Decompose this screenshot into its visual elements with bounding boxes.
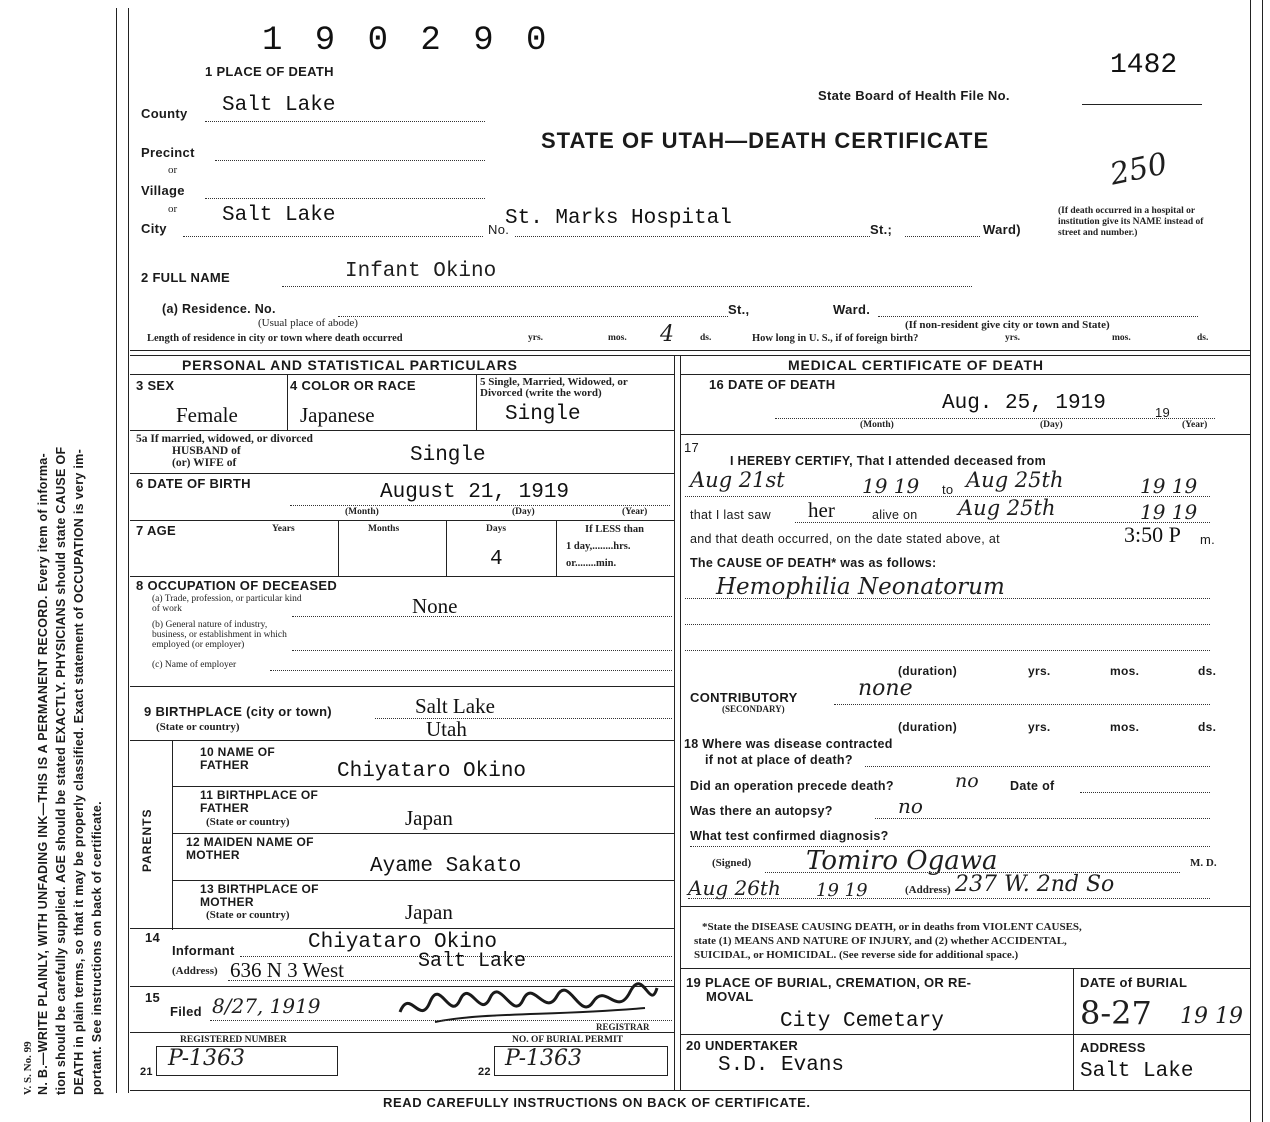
signature-date-year: 19 19 bbox=[816, 880, 868, 901]
dob-month-label: (Month) bbox=[345, 507, 379, 517]
contributory-value: none bbox=[858, 676, 913, 701]
mother-birthplace-state-label: (State or country) bbox=[206, 909, 290, 921]
dob-year-label: (Year) bbox=[622, 507, 648, 517]
cause-rule-1 bbox=[685, 598, 1210, 599]
birthplace-state-label: (State or country) bbox=[156, 721, 240, 733]
usual-abode-label: (Usual place of abode) bbox=[258, 317, 358, 329]
county-rule bbox=[205, 121, 485, 122]
mother-name-label: 12 MAIDEN NAME OF MOTHER bbox=[186, 835, 314, 862]
color-value: Japanese bbox=[300, 403, 375, 427]
or-label-2: or bbox=[168, 203, 178, 215]
footnote-line-1: *State the DISEASE CAUSING DEATH, or in deaths from VIOLENT CAUSES, bbox=[702, 921, 1082, 933]
cause-of-death-label: The CAUSE OF DEATH* was as follows: bbox=[690, 556, 937, 570]
rule-after-spouse bbox=[130, 473, 674, 474]
last-saw-pronoun: her bbox=[808, 498, 835, 522]
rule-after-filed bbox=[130, 1032, 674, 1033]
filed-number: 15 bbox=[145, 990, 161, 1005]
precinct-label: Precinct bbox=[141, 145, 195, 160]
full-name-rule bbox=[282, 286, 972, 287]
mother-name-value: Ayame Sakato bbox=[370, 855, 522, 878]
death-occurred-label: and that death occurred, on the date stated above, at bbox=[690, 532, 1000, 546]
county-value: Salt Lake bbox=[222, 94, 336, 117]
where-contracted-label: 18 Where was disease contracted bbox=[684, 737, 893, 751]
registered-number-prefix: 21 bbox=[140, 1066, 153, 1078]
age-days-value: 4 bbox=[490, 548, 503, 571]
md-label: M. D. bbox=[1190, 857, 1217, 869]
residence-mos: mos. bbox=[608, 333, 627, 343]
bottom-instruction: READ CAREFULLY INSTRUCTIONS ON BACK OF CERTIFICATE. bbox=[383, 1095, 811, 1110]
burial-address-label: ADDRESS bbox=[1080, 1040, 1146, 1055]
age-months-label: Months bbox=[368, 524, 400, 534]
full-name-value: Infant Okino bbox=[345, 260, 497, 283]
us-yrs: yrs. bbox=[1005, 333, 1021, 343]
marital-value: Single bbox=[505, 403, 581, 426]
footnote-line-3: SUICIDAL, or HOMICIDAL. (See reverse side for additional space.) bbox=[694, 949, 1019, 961]
precinct-rule bbox=[215, 160, 485, 161]
registered-number-label: REGISTERED NUMBER bbox=[180, 1035, 287, 1045]
divider-age-3 bbox=[556, 520, 557, 576]
frame-left-line bbox=[116, 8, 117, 1093]
residence-ward-rule bbox=[878, 316, 1198, 317]
filed-label: Filed bbox=[170, 1004, 202, 1019]
occupation-b-rule bbox=[292, 650, 672, 651]
burial-permit-value: P-1363 bbox=[505, 1046, 583, 1071]
village-rule bbox=[205, 198, 485, 199]
hospital-instruction: (If death occurred in a hospital or institution give its NAME instead of street and number.) bbox=[1058, 206, 1204, 238]
certificate-number: 1 9 0 2 9 0 bbox=[262, 22, 553, 60]
rule-medical-header bbox=[680, 374, 1250, 375]
grid-bottom-line bbox=[130, 1090, 1250, 1091]
death-day-label: (Day) bbox=[1040, 420, 1063, 430]
operation-value: no bbox=[955, 770, 979, 792]
birthplace-label: 9 BIRTHPLACE (city or town) bbox=[144, 704, 332, 719]
death-year-label: (Year) bbox=[1182, 420, 1208, 430]
duration-ds-2: ds. bbox=[1198, 720, 1217, 734]
personal-header: PERSONAL AND STATISTICAL PARTICULARS bbox=[182, 357, 518, 373]
attended-from-value: Aug 21st bbox=[690, 468, 785, 492]
age-years-label: Years bbox=[272, 524, 295, 534]
certify-number: 17 bbox=[684, 440, 700, 455]
attended-rule bbox=[685, 496, 1210, 497]
dob-value: August 21, 1919 bbox=[380, 481, 570, 504]
operation-label: Did an operation precede death? bbox=[690, 779, 894, 793]
informant-address-value: 636 N 3 West bbox=[230, 958, 345, 982]
attended-to-label: to bbox=[942, 482, 954, 497]
rule-after-mother-birthplace bbox=[130, 928, 674, 929]
grid-top-line-2 bbox=[130, 355, 1250, 356]
parents-divider bbox=[172, 740, 173, 930]
physician-address-rule bbox=[688, 898, 1210, 899]
divider-sex bbox=[287, 374, 288, 430]
time-of-death-value: 3:50 P bbox=[1124, 522, 1181, 547]
duration-label-2: (duration) bbox=[898, 720, 957, 734]
residence-label: (a) Residence. No. bbox=[162, 302, 276, 316]
rule-after-sex bbox=[130, 430, 674, 431]
age-less-3: or........min. bbox=[566, 558, 617, 569]
signed-label: (Signed) bbox=[712, 857, 752, 869]
burial-place-label: 19 PLACE OF BURIAL, CREMATION, OR RE- bbox=[686, 975, 972, 990]
burial-address-value: Salt Lake bbox=[1080, 1060, 1194, 1083]
last-saw-label: that I last saw bbox=[690, 508, 771, 522]
occupation-c-rule bbox=[270, 670, 672, 671]
age-days-label: Days bbox=[486, 524, 507, 534]
burial-date-label: DATE of BURIAL bbox=[1080, 975, 1188, 990]
ward-label: Ward) bbox=[983, 222, 1021, 237]
county-label: County bbox=[141, 106, 188, 121]
birthplace-city-value: Salt Lake bbox=[415, 694, 495, 718]
residence-yrs: yrs. bbox=[528, 333, 544, 343]
father-birthplace-value: Japan bbox=[405, 806, 453, 830]
how-long-label: How long in U. S., if of foreign birth? bbox=[752, 333, 919, 344]
informant-label: Informant bbox=[172, 943, 235, 958]
rule-before-burial bbox=[680, 968, 1250, 969]
date-of-death-label: 16 DATE OF DEATH bbox=[709, 377, 836, 392]
file-number-rule bbox=[1082, 104, 1202, 105]
father-name-value: Chiyataro Okino bbox=[337, 760, 527, 783]
burial-place-label-2: MOVAL bbox=[706, 989, 754, 1004]
parents-label: PARENTS bbox=[140, 808, 154, 872]
test-confirmed-label: What test confirmed diagnosis? bbox=[690, 829, 889, 843]
or-label-1: or bbox=[168, 164, 178, 176]
physician-address-value: 237 W. 2nd So bbox=[955, 872, 1115, 897]
burial-permit-label: NO. OF BURIAL PERMIT bbox=[512, 1035, 624, 1045]
occupation-label: 8 OCCUPATION OF DECEASED bbox=[136, 578, 338, 593]
attended-to-value: Aug 25th bbox=[966, 468, 1064, 492]
frame-right-line bbox=[1250, 0, 1251, 1122]
rule-after-birthplace bbox=[130, 740, 674, 741]
duration-mos-2: mos. bbox=[1110, 720, 1140, 734]
form-number: V. S. No. 99 bbox=[22, 1041, 34, 1095]
contributory-rule bbox=[834, 704, 1210, 705]
residence-days-value: 4 bbox=[660, 322, 674, 347]
margin-instruction-line-1: N. B.—WRITE PLAINLY, WITH UNFADING INK—THIS IS A PERMANENT RECORD. Every item of informa- bbox=[36, 452, 50, 1095]
signature-date-value: Aug 26th bbox=[688, 876, 781, 900]
physician-address-label: (Address) bbox=[905, 884, 951, 896]
birthplace-rule bbox=[375, 718, 672, 719]
operation-date-label: Date of bbox=[1010, 779, 1055, 793]
spouse-value: Single bbox=[410, 444, 486, 467]
autopsy-label: Was there an autopsy? bbox=[690, 804, 833, 818]
alive-on-year: 19 19 bbox=[1140, 500, 1198, 524]
burial-permit-prefix: 22 bbox=[478, 1066, 491, 1078]
village-label: Village bbox=[141, 183, 185, 198]
residence-rule bbox=[338, 316, 728, 317]
medical-header: MEDICAL CERTIFICATE OF DEATH bbox=[788, 357, 1044, 373]
frame-right-line-2 bbox=[1262, 0, 1263, 1122]
duration-yrs-2: yrs. bbox=[1028, 720, 1051, 734]
duration-yrs: yrs. bbox=[1028, 664, 1051, 678]
city-rule bbox=[183, 236, 483, 237]
us-ds: ds. bbox=[1197, 333, 1209, 343]
where-contracted-rule bbox=[865, 766, 1210, 767]
age-less-2: 1 day,........hrs. bbox=[566, 541, 631, 552]
hospital-rule bbox=[515, 236, 870, 237]
divider-burial bbox=[1073, 968, 1074, 1090]
registered-number-value: P-1363 bbox=[168, 1046, 246, 1071]
alive-on-value: Aug 25th bbox=[958, 496, 1056, 520]
cause-of-death-value: Hemophilia Neonatorum bbox=[716, 574, 1005, 600]
dob-rule bbox=[290, 505, 670, 506]
burial-place-value: City Cemetary bbox=[780, 1010, 944, 1033]
rule-personal-header bbox=[130, 374, 674, 375]
burial-date-year: 19 19 bbox=[1180, 1004, 1243, 1029]
undertaker-value: S.D. Evans bbox=[718, 1054, 845, 1077]
divider-color bbox=[476, 374, 477, 430]
rule-after-burial-place bbox=[680, 1034, 1250, 1035]
spouse-label-2: HUSBAND of bbox=[172, 445, 241, 457]
rule-after-death-date bbox=[680, 434, 1250, 435]
rule-after-mother-name bbox=[172, 880, 674, 881]
occupation-a-label: (a) Trade, profession, or particular kind of work bbox=[152, 594, 302, 614]
footnote-line-2: state (1) MEANS AND NATURE OF INJURY, and (2) whether ACCIDENTAL, bbox=[694, 935, 1067, 947]
informant-value: Chiyataro Okino bbox=[308, 931, 498, 954]
marital-label: 5 Single, Married, Widowed, or Divorced (write the word) bbox=[480, 376, 628, 399]
mother-birthplace-label: 13 BIRTHPLACE OF MOTHER bbox=[200, 882, 319, 909]
attended-from-year: 19 19 bbox=[862, 474, 920, 498]
cause-rule-3 bbox=[685, 650, 1210, 651]
undertaker-label: 20 UNDERTAKER bbox=[686, 1038, 799, 1053]
dob-day-label: (Day) bbox=[512, 507, 535, 517]
place-of-death-header: 1 PLACE OF DEATH bbox=[205, 64, 334, 79]
divider-age-1 bbox=[338, 520, 339, 576]
cause-rule-2 bbox=[685, 624, 1210, 625]
certify-text: I HEREBY CERTIFY, That I attended deceased from bbox=[730, 454, 1047, 468]
length-of-residence-label: Length of residence in city or town where death occurred bbox=[147, 333, 403, 344]
time-of-death-suffix: m. bbox=[1200, 532, 1216, 547]
dob-label: 6 DATE OF BIRTH bbox=[136, 476, 251, 491]
if-not-place-label: if not at place of death? bbox=[705, 753, 853, 767]
operation-date-rule bbox=[1080, 792, 1210, 793]
residence-ward-label: Ward. bbox=[833, 302, 871, 317]
file-number-label: State Board of Health File No. bbox=[818, 88, 1010, 103]
father-birthplace-state-label: (State or country) bbox=[206, 816, 290, 828]
informant-address-rule bbox=[228, 980, 672, 981]
rule-after-occupation bbox=[130, 686, 674, 687]
rule-after-dob bbox=[130, 520, 674, 521]
city-value: Salt Lake bbox=[222, 204, 336, 227]
informant-number: 14 bbox=[145, 930, 161, 945]
father-name-label: 10 NAME OF FATHER bbox=[200, 745, 276, 772]
occupation-c-label: (c) Name of employer bbox=[152, 660, 237, 670]
spouse-label-3: (or) WIFE of bbox=[172, 457, 237, 469]
burial-date-value: 8-27 bbox=[1080, 994, 1152, 1032]
us-mos: mos. bbox=[1112, 333, 1131, 343]
date-of-death-suffix: 19 bbox=[1155, 405, 1171, 420]
residence-ds: ds. bbox=[700, 333, 712, 343]
color-label: 4 COLOR OR RACE bbox=[290, 378, 416, 393]
duration-ds: ds. bbox=[1198, 664, 1217, 678]
physician-signature: Tomiro Ogawa bbox=[806, 846, 998, 876]
street-number-label: No. bbox=[488, 222, 510, 237]
rule-before-footnote bbox=[680, 906, 1250, 907]
margin-instruction-line-3: DEATH in plain terms, so that it may be properly classified. Exact statement of OCCUPATION is very im- bbox=[72, 448, 86, 1095]
age-less-1: If LESS than bbox=[585, 524, 644, 535]
date-of-death-rule bbox=[775, 418, 1215, 419]
father-birthplace-label: 11 BIRTHPLACE OF FATHER bbox=[200, 788, 319, 815]
alive-on-label: alive on bbox=[872, 508, 918, 522]
rule-after-father-birthplace bbox=[172, 833, 674, 834]
full-name-label: 2 FULL NAME bbox=[141, 270, 231, 285]
margin-note: 250 bbox=[1106, 146, 1171, 193]
ward-rule bbox=[905, 236, 980, 237]
residence-st-label: St., bbox=[728, 302, 750, 317]
informant-address-city: Salt Lake bbox=[418, 950, 527, 973]
sex-label: 3 SEX bbox=[136, 378, 175, 393]
death-month-label: (Month) bbox=[860, 420, 894, 430]
frame-left-line-2 bbox=[128, 8, 129, 1093]
spouse-label-1: 5a If married, widowed, or divorced bbox=[136, 433, 313, 445]
contributory-secondary-label: (SECONDARY) bbox=[722, 704, 785, 714]
rule-after-father-name bbox=[172, 786, 674, 787]
date-of-death-value: Aug. 25, 1919 bbox=[942, 392, 1106, 415]
sex-value: Female bbox=[176, 403, 238, 427]
age-label: 7 AGE bbox=[136, 523, 177, 538]
filed-date-value: 8/27, 1919 bbox=[212, 994, 321, 1018]
occupation-b-label: (b) General nature of industry, business, or establishment in which employed (or employer) bbox=[152, 620, 287, 650]
grid-middle-line bbox=[674, 355, 675, 1090]
registrar-label: REGISTRAR bbox=[596, 1022, 650, 1032]
divider-age-2 bbox=[446, 520, 447, 576]
margin-instruction-line-2: tion should be carefully supplied. AGE should be stated EXACTLY. PHYSICIANS should state CAUSE OF bbox=[54, 446, 68, 1095]
file-number: 1482 bbox=[1110, 50, 1178, 81]
hospital-value: St. Marks Hospital bbox=[505, 207, 732, 230]
margin-instruction-line-4: portant. See instructions on back of certificate. bbox=[90, 801, 104, 1095]
mother-birthplace-value: Japan bbox=[405, 900, 453, 924]
grid-top-line bbox=[130, 350, 1250, 351]
duration-mos: mos. bbox=[1110, 664, 1140, 678]
street-label: St.; bbox=[870, 222, 893, 237]
city-label: City bbox=[141, 221, 167, 236]
grid-middle-line-2 bbox=[680, 355, 681, 1090]
filed-rule bbox=[210, 1020, 672, 1021]
informant-address-label: (Address) bbox=[172, 965, 218, 977]
autopsy-value: no bbox=[898, 794, 923, 818]
occupation-a-rule bbox=[292, 616, 672, 617]
duration-label: (duration) bbox=[898, 664, 957, 678]
certificate-title: STATE OF UTAH—DEATH CERTIFICATE bbox=[541, 128, 990, 153]
rule-after-age bbox=[130, 576, 674, 577]
attended-to-year: 19 19 bbox=[1140, 474, 1198, 498]
contributory-label: CONTRIBUTORY bbox=[690, 690, 798, 705]
birthplace-state-value: Utah bbox=[426, 717, 467, 741]
occupation-value: None bbox=[412, 594, 458, 618]
non-resident-note: (If non-resident give city or town and State) bbox=[905, 319, 1110, 331]
autopsy-rule bbox=[875, 818, 1210, 819]
